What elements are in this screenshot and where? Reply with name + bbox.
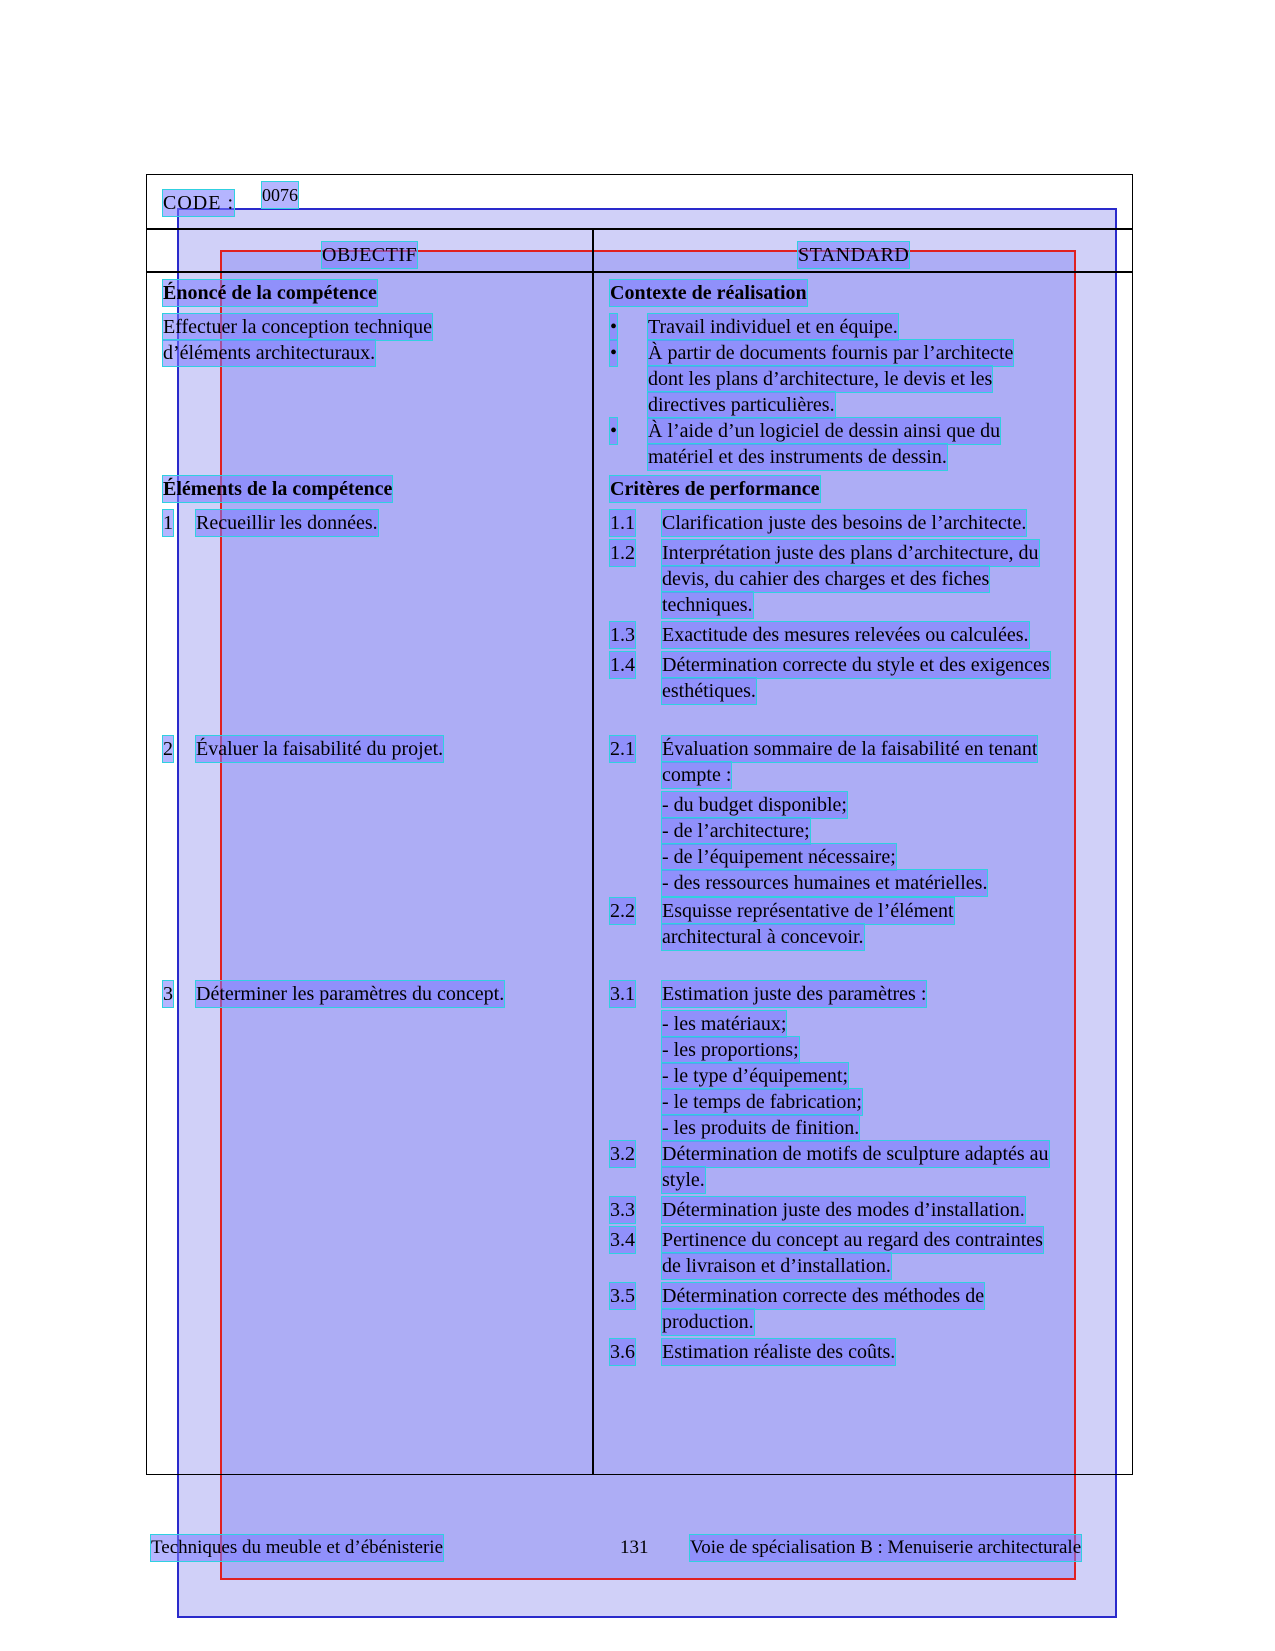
criterion-number: 2.2: [610, 900, 635, 922]
criterion-line: Détermination juste des modes d’installation.: [662, 1199, 1025, 1221]
code-value: 0076: [262, 182, 298, 208]
criterion-line: Esquisse représentative de l’élément: [662, 900, 954, 922]
column-header-standard: STANDARD: [798, 244, 910, 266]
header-divider: [146, 228, 1133, 230]
criterion-number: 1.2: [610, 542, 635, 564]
criterion-line: Interprétation juste des plans d’architecture, du: [662, 542, 1039, 564]
context-bullet-line: À partir de documents fournis par l’architecte: [648, 342, 1014, 364]
context-title: Contexte de réalisation: [610, 282, 807, 304]
criterion-line: Pertinence du concept au regard des contraintes: [662, 1229, 1043, 1251]
bullet-icon: •: [610, 420, 618, 442]
criterion-line: Détermination de motifs de sculpture adaptés au: [662, 1143, 1049, 1165]
criterion-line: style.: [662, 1169, 705, 1191]
criterion-line: de livraison et d’installation.: [662, 1255, 891, 1277]
criterion-sub-item: - le temps de fabrication;: [662, 1091, 862, 1113]
code-label: CODE :: [163, 192, 234, 214]
criterion-number: 1.3: [610, 624, 635, 646]
criterion-line: production.: [662, 1311, 754, 1333]
bullet-icon: •: [610, 316, 618, 338]
criterion-line: esthétiques.: [662, 680, 756, 702]
criterion-number: 3.6: [610, 1341, 635, 1363]
criterion-sub-item: - des ressources humaines et matérielles.: [662, 872, 988, 894]
criterion-line: architectural à concevoir.: [662, 926, 864, 948]
bullet-icon: •: [610, 342, 618, 364]
element-text: Évaluer la faisabilité du projet.: [196, 738, 444, 760]
criterion-sub-item: - le type d’équipement;: [662, 1065, 849, 1087]
criterion-number: 3.4: [610, 1229, 635, 1251]
criterion-number: 3.1: [610, 983, 635, 1005]
criterion-number: 1.1: [610, 512, 635, 534]
context-bullet-line: Travail individuel et en équipe.: [648, 316, 898, 338]
performance-criteria-title: Critères de performance: [610, 478, 820, 500]
elements-title: Éléments de la compétence: [163, 478, 393, 500]
column-divider: [592, 228, 594, 1475]
element-number: 2: [163, 738, 173, 760]
criterion-line: Détermination correcte du style et des exigences: [662, 654, 1050, 676]
criterion-number: 3.2: [610, 1143, 635, 1165]
context-bullet-line: matériel et des instruments de dessin.: [648, 446, 947, 468]
element-text: Recueillir les données.: [196, 512, 378, 534]
criterion-line: techniques.: [662, 594, 753, 616]
context-bullet-line: directives particulières.: [648, 394, 835, 416]
element-text: Déterminer les paramètres du concept.: [196, 983, 505, 1005]
criterion-number: 1.4: [610, 654, 635, 676]
context-bullet-line: À l’aide d’un logiciel de dessin ainsi que du: [648, 420, 1001, 442]
footer-specialization: Voie de spécialisation B : Menuiserie architecturale: [690, 1535, 1081, 1561]
competence-statement-line: d’éléments architecturaux.: [163, 342, 376, 364]
column-header-objectif: OBJECTIF: [322, 244, 418, 266]
criterion-sub-item: - les matériaux;: [662, 1013, 787, 1035]
criterion-number: 3.5: [610, 1285, 635, 1307]
criterion-line: Estimation juste des paramètres :: [662, 983, 927, 1005]
criterion-sub-item: - les proportions;: [662, 1039, 799, 1061]
criterion-sub-item: - de l’équipement nécessaire;: [662, 846, 896, 868]
criterion-number: 3.3: [610, 1199, 635, 1221]
criterion-number: 2.1: [610, 738, 635, 760]
column-header-divider: [146, 271, 1133, 273]
criterion-line: devis, du cahier des charges et des fiches: [662, 568, 990, 590]
criterion-line: Détermination correcte des méthodes de: [662, 1285, 985, 1307]
criterion-line: Évaluation sommaire de la faisabilité en tenant: [662, 738, 1038, 760]
criterion-sub-item: - de l’architecture;: [662, 820, 810, 842]
criterion-sub-item: - du budget disponible;: [662, 794, 847, 816]
element-number: 1: [163, 512, 173, 534]
competence-statement-title: Énoncé de la compétence: [163, 282, 377, 304]
element-number: 3: [163, 983, 173, 1005]
context-bullet-line: dont les plans d’architecture, le devis et les: [648, 368, 993, 390]
competence-statement-line: Effectuer la conception technique: [163, 316, 432, 338]
criterion-line: compte :: [662, 764, 732, 786]
criterion-line: Exactitude des mesures relevées ou calculées.: [662, 624, 1029, 646]
criterion-line: Estimation réaliste des coûts.: [662, 1341, 896, 1363]
footer-program-title: Techniques du meuble et d’ébénisterie: [151, 1535, 443, 1561]
footer-page-number: 131: [620, 1537, 649, 1558]
criterion-sub-item: - les produits de finition.: [662, 1117, 860, 1139]
criterion-line: Clarification juste des besoins de l’architecte.: [662, 512, 1027, 534]
